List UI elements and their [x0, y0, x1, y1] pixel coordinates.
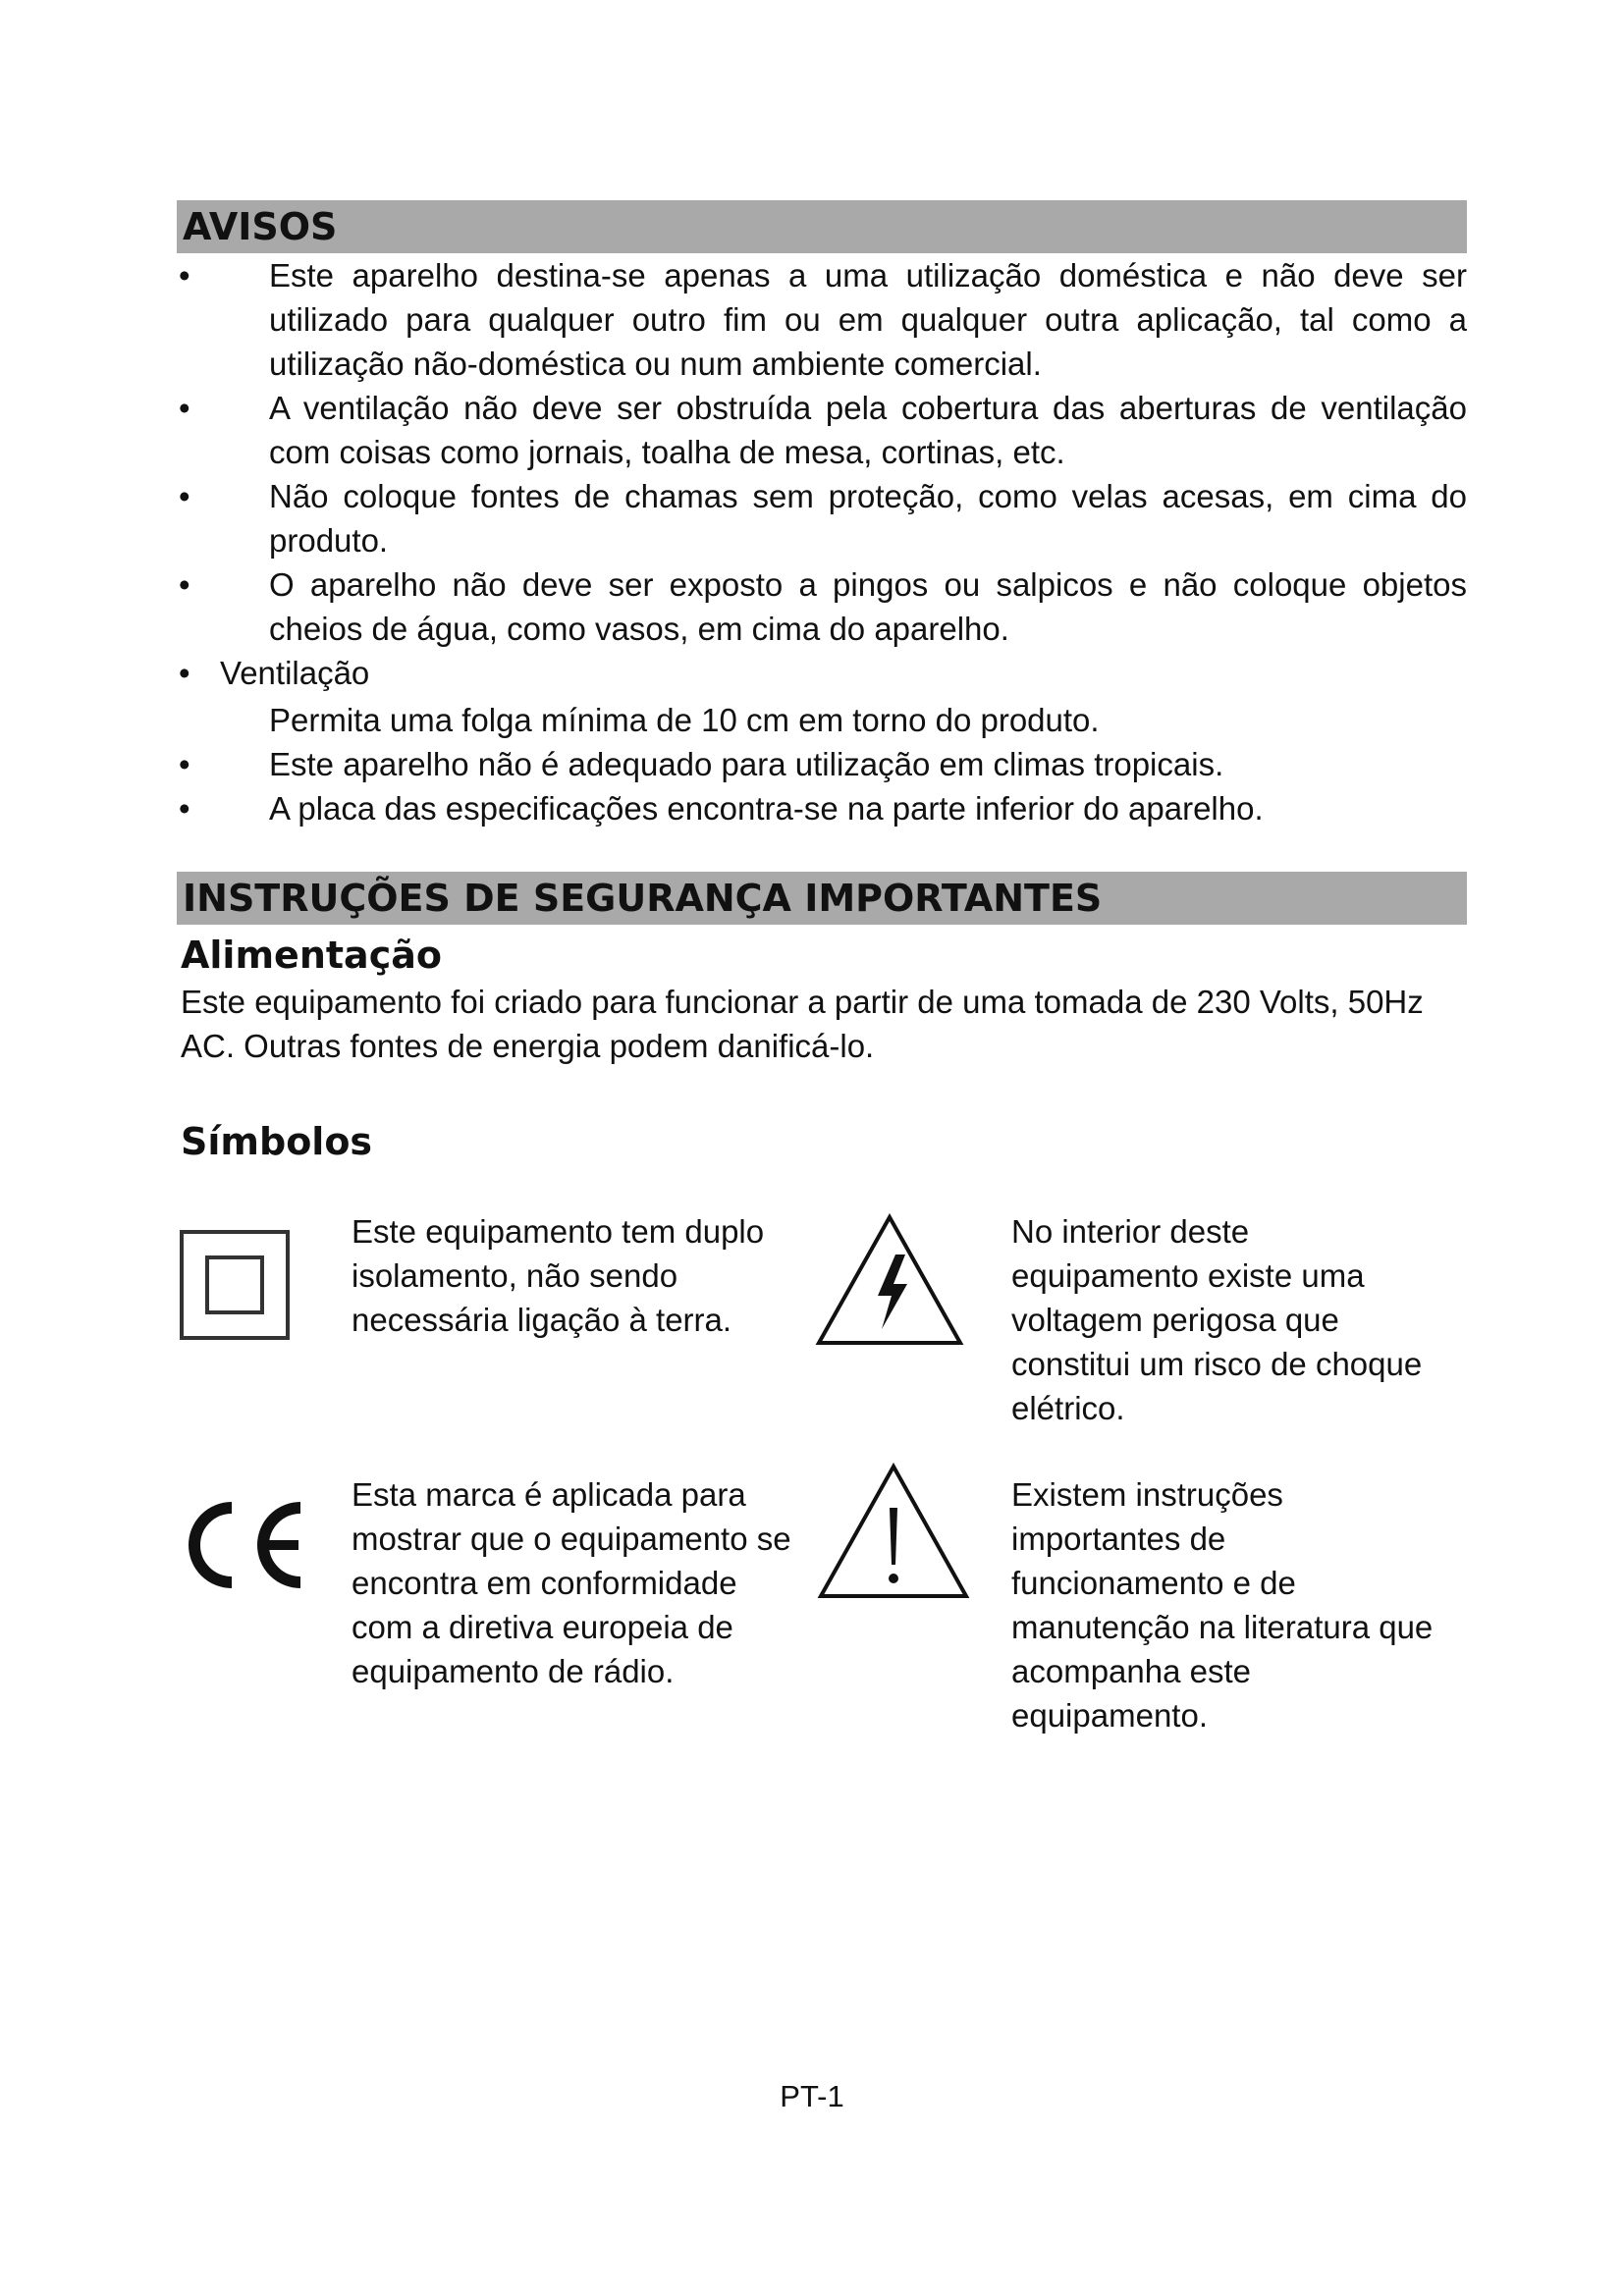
power-heading: Alimentação [181, 934, 442, 977]
power-text: Este equipamento foi criado para funcionar a partir de uma tomada de 230 Volts, 50Hz AC. Outras fontes de energia podem danificá-lo. [181, 984, 1424, 1064]
general-warning-text: Existem instruções importantes de funcionamento e de manutenção na literatura que acompanha este equipamento. [1011, 1476, 1434, 1734]
list-item-text: Não coloque fontes de chamas sem proteção, como velas acesas, em cima do produto. [269, 478, 1467, 559]
lightning-warning-text: No interior deste equipamento existe uma voltagem perigosa que constitui um risco de choque elétrico. [1011, 1213, 1423, 1426]
symbols-heading: Símbolos [181, 1120, 373, 1163]
list-item: • A placa das especificações encontra-se na parte inferior do aparelho. [177, 786, 1467, 830]
list-item-text: A ventilação não deve ser obstruída pela cobertura das aberturas de ventilação com coisas como jornais, toalha de mesa, cortinas, etc. [269, 390, 1467, 470]
list-item-text: Este aparelho não é adequado para utilização em climas tropicais. [269, 746, 1224, 782]
double-insulation-text: Este equipamento tem duplo isolamento, não sendo necessária ligação à terra. [352, 1213, 765, 1338]
avisos-title: AVISOS [183, 205, 338, 248]
safety-title: INSTRUÇÕES DE SEGURANÇA IMPORTANTES [183, 877, 1103, 920]
safety-section-header [177, 872, 1467, 925]
ventilation-text: Permita uma folga mínima de 10 cm em torno do produto. [269, 702, 1100, 738]
general-warning-icon [817, 1463, 970, 1605]
list-item-text: O aparelho não deve ser exposto a pingos ou salpicos e não coloque objetos cheios de água, como vasos, em cima do aparelho. [269, 566, 1467, 647]
list-item: • Não coloque fontes de chamas sem proteção, como velas acesas, em cima do produto. [177, 474, 1467, 562]
ce-mark-icon [175, 1498, 308, 1597]
avisos-section-header [177, 200, 1467, 253]
double-insulation-icon [179, 1229, 291, 1346]
list-item: • Este aparelho destina-se apenas a uma utilização doméstica e não deve ser utilizado para qualquer outro fim ou em qualquer outra aplicação, tal como a utilização não-doméstica ou num ambiente comercial. [177, 253, 1467, 386]
lightning-warning-icon [815, 1213, 964, 1352]
list-item: • O aparelho não deve ser exposto a pingos ou salpicos e não coloque objetos cheios de água, como vasos, em cima do aparelho. [177, 562, 1467, 651]
ce-mark-text: Esta marca é aplicada para mostrar que o equipamento se encontra em conformidade com a diretiva europeia de equipamento de rádio. [352, 1476, 791, 1689]
avisos-list [177, 253, 1467, 830]
list-item-ventilation: • Ventilação [177, 651, 1467, 695]
ventilation-label: Ventilação [220, 655, 370, 691]
page-number: PT-1 [780, 2079, 844, 2113]
list-item-text: A placa das especificações encontra-se na parte inferior do aparelho. [269, 790, 1264, 827]
list-item: • Este aparelho não é adequado para utilização em climas tropicais. [177, 742, 1467, 786]
list-item-text: Este aparelho destina-se apenas a uma utilização doméstica e não deve ser utilizado para qualquer outro fim ou em qualquer outra aplicação, tal como a utilização não-doméstica ou num ambiente comercial. [269, 257, 1467, 382]
list-item: • A ventilação não deve ser obstruída pela cobertura das aberturas de ventilação com coisas como jornais, toalha de mesa, cortinas, etc. [177, 386, 1467, 474]
